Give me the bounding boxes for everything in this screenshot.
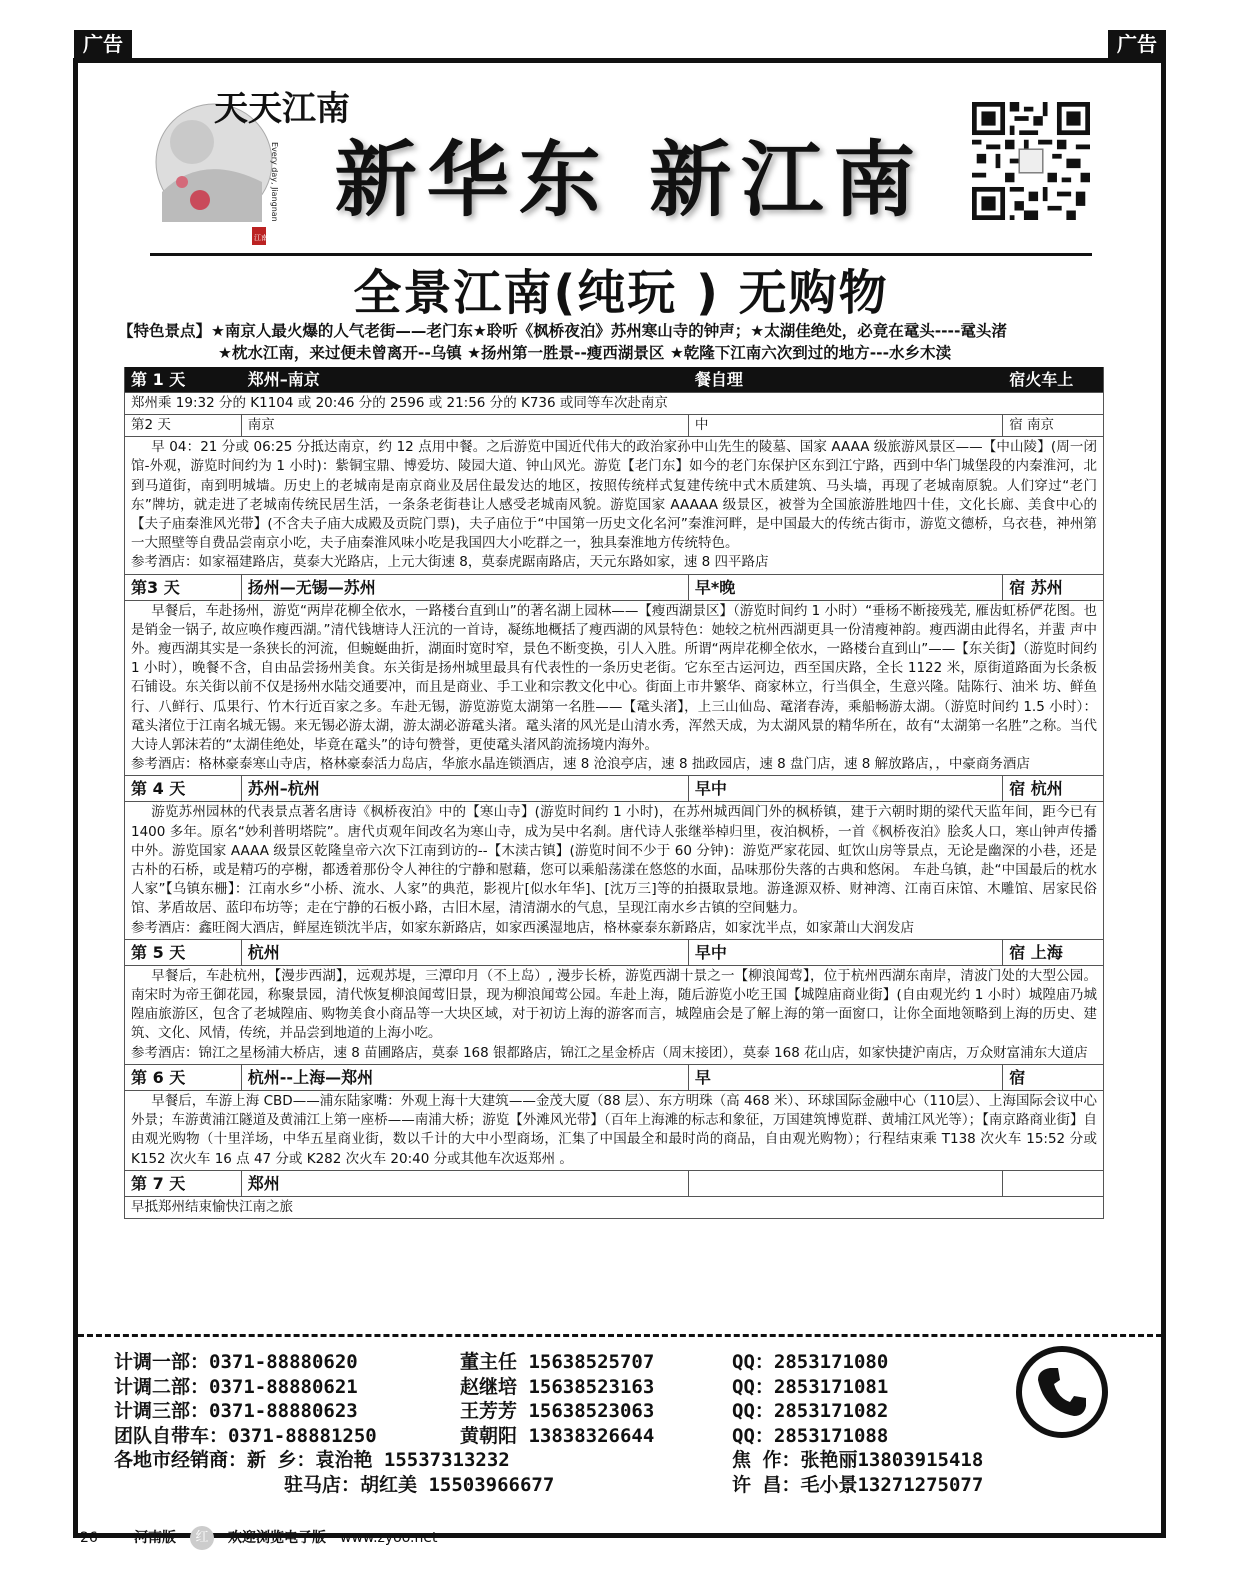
day-2-text xyxy=(125,437,1103,574)
page-footer xyxy=(80,1525,437,1551)
dealer-xuchang: 许 昌：毛小景13271275077 xyxy=(732,1473,984,1496)
contact-qq: QQ：2853171082 xyxy=(732,1400,889,1422)
day-2-hotels: 参考酒店：如家福建路店，莫泰大光路店，上元大街速 8，莫泰虎踞南路店，天元东路如家，速 8 四平路店 xyxy=(131,554,769,571)
day-meal: 餐自理 xyxy=(689,367,1003,392)
day-label: 第 1 天 xyxy=(125,367,242,392)
day-row-2 xyxy=(125,415,1103,437)
day-meal xyxy=(689,1171,1003,1196)
day-5-text xyxy=(125,966,1103,1065)
logo-subtext: Every day, Jiangnan xyxy=(270,142,279,222)
contact-row xyxy=(114,1375,1094,1400)
day-row-7 xyxy=(125,1171,1103,1197)
contact-block xyxy=(114,1350,1094,1497)
features xyxy=(118,320,1120,364)
website-link[interactable]: www.zyoo.net xyxy=(340,1530,438,1546)
day-4-description: 游览苏州园林的代表景点著名唐诗《枫桥夜泊》中的【寒山寺】(游览时间约 1 小时)，在苏州城西阊门外的枫桥镇，建于六朝时期的梁代天监年间，距今已有 1400 多年。原名“妙利普明塔院”。唐代贞观年间改名为寒山寺，成为吴中名刹。唐代诗人张继举棹归里，夜泊枫桥，一首《枫桥夜泊》脍炙人口，寒山钟声传播中外。游览国家 AAAA 级景区乾隆皇帝六次下江南到访的--【木渎古镇】(游览时间不少于 60 分钟)：游览严家花园、虹饮山房等景点，无论是幽深的小巷，还是古朴的石桥，或是精巧的亭榭，都透着那份令人神往的宁静和慰藉，您可以乘船荡漾在悠悠的水面，品味那份失落的古典和悠闲。 车赴乌镇，赴“中国最后的枕水人家”【乌镇东栅】：江南水乡“小桥、流水、人家”的典范，影视片[似水年华]、[沈万三]等的拍摄取景地。游逢源双桥、财神湾、江南百床馆、木雕馆、居家民俗馆、茅盾故居、蓝印布坊等；走在宁静的石板小路，古旧木屋，清清湖水的气息，呈现江南水乡古镇的空间魅力。 xyxy=(131,804,1097,917)
contact-person: 赵继培 15638523163 xyxy=(460,1375,655,1398)
ad-tag-left: 广告 xyxy=(74,30,132,58)
day-meal: 中 xyxy=(689,415,1003,436)
brand-logo xyxy=(152,82,350,252)
day-label: 第 6 天 xyxy=(125,1065,242,1090)
dealer-xinxiang: 各地市经销商：新 乡：袁治艳 15537313232 xyxy=(114,1449,510,1471)
day-route: 杭州 xyxy=(242,940,689,965)
day-3-description: 早餐后，车赴扬州，游览“两岸花柳全依水，一路楼台直到山”的著名湖上园林——【瘦西湖景区】（游览时间约 1 小时）“垂杨不断接残芜, 雁齿虹桥俨花图。也是销金一锅子, 故应唤作瘦西湖。”清代钱塘诗人汪沆的一首诗，凝练地概括了瘦西湖的风景特色：她较之杭州西湖更具一份清瘦神韵。瘦西湖由此得名，并蜚 声中外。瘦西湖其实是一条狭长的河流，但蜿蜒曲折，湖面时宽时窄，景色不断变换，引人入胜。所谓“两岸花柳全依水，一路楼台直到山”——【东关街】（游览时间约 1 小时），晚餐不含，自由品尝扬州美食。东关街是扬州城里最具有代表性的一条历史老街。它东至古运河边，西至国庆路，全长 1122 米，原街道路面为长条板石铺设。东关街以前不仅是扬州水陆交通要冲，而且是商业、手工业和宗教文化中心。街面上市井繁华、商家林立，行当俱全，生意兴隆。陆陈行、油米 坊、鲜鱼行、八鲜行、瓜果行、竹木行近百家之多。车赴无锡，游览游览太湖第一名胜——【鼋头渚】，上三山仙岛、鼋渚春涛，乘船畅游太湖。（游览时间约 1.5 小时）：鼋头渚位于江南名城无锡。来无锡必游太湖，游太湖必游鼋头渚。鼋头渚的风光是山清水秀，浑然天成，为太湖风景的精华所在，故有“太湖第一名胜”之称。当代大诗人郭沫若的“太湖佳绝处，毕竟在鼋头”的诗句赞誉，更使鼋头渚风韵流扬境内海外。 xyxy=(131,602,1097,754)
contact-qq: QQ：2853171080 xyxy=(732,1351,889,1373)
day-route: 苏州–杭州 xyxy=(242,776,689,801)
brand-badge: 红 xyxy=(190,1526,214,1550)
header-divider xyxy=(150,253,1092,256)
day-label: 第2 天 xyxy=(125,415,242,436)
day-meal: 早中 xyxy=(689,776,1003,801)
contact-dept: 计调二部：0371-88880621 xyxy=(114,1375,358,1398)
day-row-4 xyxy=(125,776,1103,802)
contact-qq: QQ：2853171081 xyxy=(732,1375,889,1398)
dealer-jiaozuo: 焦 作：张艳丽13803915418 xyxy=(732,1449,984,1471)
contact-row xyxy=(114,1399,1094,1424)
day-6-description: 早餐后，车游上海 CBD——浦东陆家嘴：外观上海十大建筑——金茂大厦（88 层）、东方明珠（高 468 米）、环球国际金融中心（110层）、上海国际会议中心外景；车游黄浦江隧道及黄浦江上第一座桥——南浦大桥；游览【外滩风光带】（百年上海滩的标志和象征，万国建筑博览群、黄埔江风光等）；【南京路商业街】自由观光购物（十里洋场，中华五星商业街，数以千计的大中小型商场，汇集了中国最全和最时尚的商品，自由观光购物）；行程结束乘 T138 次火车 15:52 分或 K152 次火车 16 点 47 分或 K282 次火车 20:40 分或其他车次返郑州 。 xyxy=(131,1092,1097,1167)
day-2-description: 早 04：21 分或 06:25 分抵达南京，约 12 点用中餐。之后游览中国近代伟大的政治家孙中山先生的陵墓、国家 AAAA 级旅游风景区——【中山陵】(周一闭馆-外观，游览时间约为 1 小时)：紫铜宝鼎、博爱坊、陵园大道、钟山风光。游览【老门东】如今的老门东保护区东到江宁路，西到中华门城堡段的内秦淮河，北到马道街，南到明城墙。历史上的老城南是南京商业及居住最发达的地区，按照传统样式复建传统中式木质建筑、马头墙，再现了老城南原貌。人们穿过“老门东”牌坊，就走进了老城南传统民居生活，一条条老街巷让人感受老城南风貌。游览国家 AAAAA 级景区，被誉为全国旅游胜地四十佳，文化长廊、美食中心的【夫子庙秦淮风光带】(不含夫子庙大成殿及贡院门票)，夫子庙位于“中国第一历史文化名河”秦淮河畔，是中国最大的传统古街市，游览文德桥，乌衣巷，神州第一大照壁等自费品尝南京小吃，夫子庙秦淮风味小吃是我国四大小吃群之一，独具秦淮地方传统特色。 xyxy=(131,439,1097,552)
logo-char: 天天江南 xyxy=(214,89,350,129)
contact-dept: 计调一部：0371-88880620 xyxy=(114,1351,358,1373)
day-5-hotels: 参考酒店：锦江之星杨浦大桥店，速 8 苗圃路店，莫泰 168 银都路店，锦江之星金桥店（周末接团），莫泰 168 花山店，如家快捷沪南店，万众财富浦东大道店 xyxy=(131,1044,1088,1061)
dealer-row xyxy=(114,1448,1094,1473)
features-line-1: 【特色景点】★南京人最火爆的人气老街——老门东★聆听《枫桥夜泊》苏州寒山寺的钟声；★太湖佳绝处，必竟在鼋头----鼋头渚 xyxy=(118,322,1007,340)
day-6-text xyxy=(125,1091,1103,1171)
day-route: 郑州–南京 xyxy=(242,367,689,392)
day-row-6 xyxy=(125,1065,1103,1091)
day-row-5 xyxy=(125,940,1103,966)
page-title: 新华东 新江南 xyxy=(334,132,926,228)
page-number: 26 xyxy=(80,1530,98,1546)
day-stay: 宿火车上 xyxy=(1009,370,1074,389)
contact-dept: 团队自带车：0371-88881250 xyxy=(114,1424,377,1447)
dealer-row xyxy=(114,1473,1094,1498)
day-meal: 早中 xyxy=(689,940,1003,965)
contact-divider xyxy=(78,1334,1162,1337)
dealer-zhumadian: 驻马店：胡红美 15503966677 xyxy=(284,1473,555,1496)
subtitle: 全景江南(纯玩 ) 无购物 xyxy=(353,265,889,321)
day-label: 第3 天 xyxy=(125,575,242,600)
tagline: 欢迎浏览电子版 xyxy=(228,1530,326,1546)
day-label: 第 7 天 xyxy=(125,1171,242,1196)
day-stay: 宿 xyxy=(1009,1067,1026,1087)
day-row-1 xyxy=(125,367,1103,393)
contact-person: 王芳芳 15638523063 xyxy=(460,1400,655,1422)
day-route: 南京 xyxy=(242,415,689,436)
day-3-text xyxy=(125,601,1103,777)
day-label: 第 4 天 xyxy=(125,776,242,801)
day-stay xyxy=(1003,1171,1103,1196)
day-5-description: 早餐后，车赴杭州，【漫步西湖】，远观苏堤，三潭印月（不上岛）, 漫步长桥，游览西湖十景之一【柳浪闻莺】，位于杭州西湖东南岸，清波门处的大型公园。南宋时为帝王御花园，称聚景园，清代恢复柳浪闻莺旧景，现为柳浪闻莺公园。车赴上海，随后游览小吃王国【城隍庙商业街】(自由观光约 1 小时）城隍庙乃城隍庙旅游区，包含了老城隍庙、购物美食小商品等一大块区域，对于初访上海的游客而言，城隍庙会是了解上海的第一面窗口，让你全面地领略到上海的历史、建筑、文化、风情，传统，并品尝到地道的上海小吃。 xyxy=(131,967,1097,1042)
day-4-text xyxy=(125,802,1103,939)
day-meal: 早 xyxy=(689,1065,1003,1090)
day-route: 郑州 xyxy=(242,1171,689,1196)
day-row-3 xyxy=(125,575,1103,601)
day-stay: 宿 南京 xyxy=(1009,417,1054,434)
ad-tag-right: 广告 xyxy=(1108,30,1166,58)
day-meal: 早*晚 xyxy=(689,575,1003,600)
contact-row xyxy=(114,1424,1094,1449)
day-stay: 宿 杭州 xyxy=(1009,779,1063,799)
contact-qq: QQ：2853171088 xyxy=(732,1424,889,1447)
contact-person: 董主任 15638525707 xyxy=(460,1351,655,1373)
day-label: 第 5 天 xyxy=(125,940,242,965)
day-route: 杭州--上海—郑州 xyxy=(242,1065,689,1090)
phone-icon xyxy=(1014,1344,1110,1440)
day-1-text: 郑州乘 19:32 分的 K1104 或 20:46 分的 2596 或 21:56 分的 K736 或同等车次赴南京 xyxy=(125,393,1103,415)
day-stay: 宿 上海 xyxy=(1009,942,1063,962)
contact-dept: 计调三部：0371-88880623 xyxy=(114,1400,358,1422)
edition-label: 河南版 xyxy=(134,1530,176,1546)
day-stay: 宿 苏州 xyxy=(1009,577,1063,597)
day-route: 扬州—无锡—苏州 xyxy=(242,575,689,600)
logo-seal: 江南 xyxy=(254,234,268,242)
contact-person: 黄朝阳 13838326644 xyxy=(460,1424,655,1447)
day-7-text: 早抵郑州结束愉快江南之旅 xyxy=(125,1197,1103,1219)
day-3-hotels: 参考酒店：格林豪泰寒山寺店，格林豪泰活力岛店，华旅水晶连锁酒店，速 8 沧浪亭店，速 8 拙政园店，速 8 盘门店，速 8 解放路店，，中豪商务酒店 xyxy=(131,756,1030,773)
contact-row xyxy=(114,1350,1094,1375)
itinerary-table xyxy=(124,367,1104,1219)
day-4-hotels: 参考酒店：鑫旺阁大酒店，鲜屋连锁沈半店，如家东新路店，如家西溪湿地店，格林豪泰东新路店，如家沈半点，如家萧山大润发店 xyxy=(131,919,914,936)
qr-code-icon xyxy=(972,102,1090,220)
features-line-2: ★枕水江南，来过便未曾离开--乌镇 ★扬州第一胜景--瘦西湖景区 ★乾隆下江南六次到过的地方---水乡木渎 xyxy=(218,344,952,362)
